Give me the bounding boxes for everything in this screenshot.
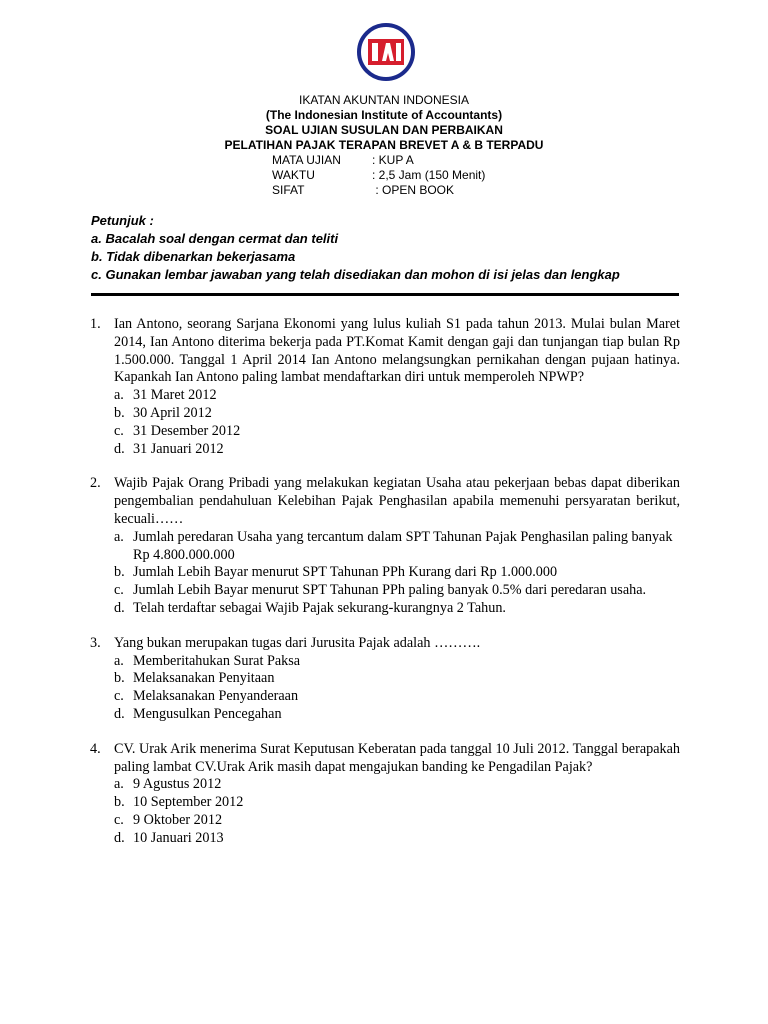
instructions-title: Petunjuk :	[91, 213, 154, 228]
question-number: 2.	[90, 475, 101, 492]
answer-option: d. Mengusulkan Pencegahan	[114, 705, 282, 722]
answer-option: d. 10 Januari 2013	[114, 829, 224, 846]
meta-row-time	[272, 168, 485, 183]
org-name-english: (The Indonesian Institute of Accountants)	[265, 108, 503, 122]
answer-option: b. 30 April 2012	[114, 404, 212, 421]
org-name: IKATAN AKUNTAN INDONESIA	[298, 93, 470, 107]
course-title: PELATIHAN PAJAK TERAPAN BREVET A & B TERPADU	[224, 138, 544, 152]
meta-row-subject	[272, 153, 485, 168]
instructions	[91, 212, 620, 284]
meta-row-nature	[272, 183, 485, 198]
question-number: 4.	[90, 740, 101, 757]
question-list	[90, 316, 680, 865]
exam-title: SOAL UJIAN SUSULAN DAN PERBAIKAN	[265, 123, 503, 137]
instruction-item: b. Tidak dibenarkan bekerjasama	[91, 249, 296, 264]
iai-logo	[356, 22, 416, 82]
meta-value: : KUP A	[372, 153, 414, 167]
answer-option: c. Jumlah Lebih Bayar menurut SPT Tahunan PPh paling banyak 0.5% dari peredaran usaha.	[114, 582, 647, 599]
question-number: 3.	[90, 634, 101, 651]
question-stem: Wajib Pajak Orang Pribadi yang melakukan kegiatan Usaha atau pekerjaan bebas dapat diberikan pengembalian pendahuluan Kelebihan Pajak Penghasilan apabila memenuhi persyaratan berikut, kecuali……	[114, 475, 680, 527]
question-stem: CV. Urak Arik menerima Surat Keputusan Keberatan pada tanggal 10 Juli 2012. Tanggal berapakah paling lambat CV.Urak Arik masih dapat mengajukan banding ke Pengadilan Pajak?	[114, 740, 680, 775]
meta-key: MATA UJIAN	[272, 153, 341, 167]
answer-option: b. 10 September 2012	[114, 794, 244, 811]
answer-option: b. Melaksanakan Penyitaan	[114, 670, 275, 687]
meta-value: : OPEN BOOK	[372, 183, 455, 197]
answer-option: b. Jumlah Lebih Bayar menurut SPT Tahunan PPh Kurang dari Rp 1.000.000	[114, 564, 558, 581]
document-header	[0, 93, 768, 153]
answer-option: d. 31 Januari 2012	[114, 440, 224, 457]
answer-option: c. 31 Desember 2012	[114, 422, 241, 439]
question-2	[90, 475, 680, 617]
answer-option: a. Jumlah peredaran Usaha yang tercantum dalam SPT Tahunan Pajak Penghasilan paling banyak Rp 4.800.000.000	[114, 528, 673, 563]
question-stem: Yang bukan merupakan tugas dari Jurusita Pajak adalah ……….	[114, 634, 481, 651]
question-stem: Ian Antono, seorang Sarjana Ekonomi yang lulus kuliah S1 pada tahun 2013. Mulai bulan Maret 2014, Ian Antono diterima bekerja pada PT.Komat Kamit dengan gaji dan tunjangan tiap bulan Rp 1.500.000. Tanggal 1 April 2014 Ian Antono melangsungkan pernikahan dengan pujaan hatinya. Kapankah Ian Antono paling lambat mendaftarkan diri untuk memperoleh NPWP?	[114, 316, 680, 386]
instruction-item: c. Gunakan lembar jawaban yang telah disediakan dan mohon di isi jelas dan lengkap	[91, 267, 620, 282]
question-1	[90, 316, 680, 458]
exam-meta	[272, 153, 485, 198]
instruction-item: a. Bacalah soal dengan cermat dan teliti	[91, 231, 339, 246]
answer-option: a. Memberitahukan Surat Paksa	[114, 652, 301, 669]
question-4	[90, 741, 680, 848]
answer-option: a. 31 Maret 2012	[114, 387, 217, 404]
meta-key: WAKTU	[272, 168, 315, 182]
answer-option: d. Telah terdaftar sebagai Wajib Pajak sekurang-kurangnya 2 Tahun.	[114, 599, 506, 616]
answer-option: c. Melaksanakan Penyanderaan	[114, 688, 299, 705]
question-3	[90, 635, 680, 724]
question-number: 1.	[90, 316, 101, 332]
answer-option: a. 9 Agustus 2012	[114, 776, 222, 793]
answer-option: c. 9 Oktober 2012	[114, 811, 223, 828]
header-divider	[91, 293, 679, 296]
meta-key: SIFAT	[272, 183, 305, 197]
meta-value: : 2,5 Jam (150 Menit)	[372, 168, 486, 182]
